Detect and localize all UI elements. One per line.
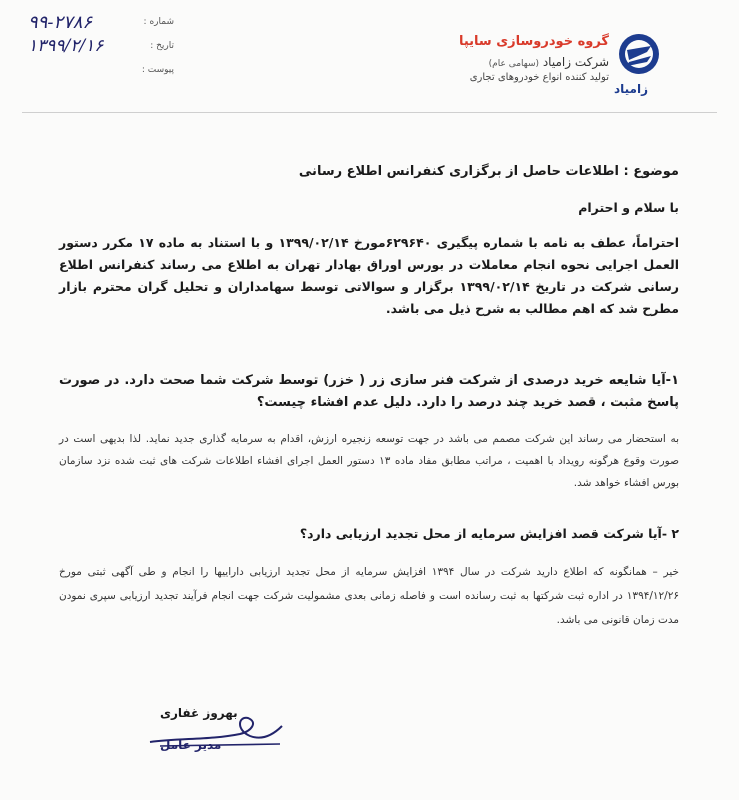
question-2: ۲ -آیا شرکت قصد افزایش سرمایه از محل تجدید ارزیابی دارد؟ <box>299 526 679 541</box>
date-value: ۱۳۹۹/۲/۱۶ <box>28 36 104 56</box>
company-block <box>369 34 609 83</box>
date-row <box>28 34 178 58</box>
header-divider <box>22 112 717 113</box>
number-label: شماره : <box>143 17 174 27</box>
attachment-label: پیوست : <box>141 65 174 75</box>
company-tagline: تولید کننده انواع خودروهای تجاری <box>469 72 609 83</box>
answer-2: خیر – همانگونه که اطلاع دارید شرکت در سال ۱۳۹۴ افزایش سرمایه از محل تجدید ارزیابی داراییها را انجام و طی آگهی ثبتی مورخ ۱۳۹۴/۱۲/۲۶ در اداره ثبت شرکتها به ثبت رسانده است و فاصله زمانی بعدی مشمولیت شرکت جهت انجام فرآیند تجدید ارزیابی سپری نمودن مدت زمان قانونی می باشد. <box>59 566 679 626</box>
company-group: گروه خودروسازی سایپا <box>458 34 609 49</box>
number-value: ۹۹-۲۷۸۶ <box>28 11 93 33</box>
answer-1: به استحضار می رساند این شرکت مصمم می باشد در جهت توسعه زنجیره ارزش، اقدام به سرمایه گذاری جدید نماید. لذا بدیهی است در صورت وقوع هرگونه رویداد با اهمیت ، مراتب مطابق مفاد ماده ۱۳ دستور العمل اجرای افشاء اطلاعات شرکت های ثبت شده نزد سازمان بورس افشاء خواهد شد. <box>59 433 680 489</box>
attachment-row <box>28 58 178 82</box>
company-name: شرکت زامیاد <box>542 55 609 69</box>
company-name-line <box>369 55 609 69</box>
letter-header-fields <box>28 10 178 82</box>
question-1: ۱-آیا شایعه خرید درصدی از شرکت فنر سازی زر ( خزر) توسط شرکت شما صحت دارد. در صورت پاسخ مثبت ، قصد خرید چند درصد را دارد. دلیل عدم افشاء چیست؟ <box>59 373 679 410</box>
letter-greeting: با سلام و احترام <box>578 200 679 215</box>
number-row <box>28 10 178 34</box>
logo-text: زامیاد <box>613 82 648 96</box>
company-type: (سهامی عام) <box>488 59 539 69</box>
letter-intro: احتراماً، عطف به نامه با شماره پیگیری ۶۲۹۶۴۰مورخ ۱۳۹۹/۰۲/۱۴ و با استناد به ماده ۱۷ مکرر دستور العمل اجرایی نحوه انجام معاملات در بورس اوراق بهادار تهران به اطلاع می رساند کنفرانس اطلاع رسانی شرکت در تاریخ ۱۳۹۹/۰۲/۱۴ برگزار و سوالاتی توسط سهامداران و تحلیل گران محترم بازار مطرح شد که اهم مطالب به شرح ذیل می باشد. <box>59 235 679 316</box>
date-label: تاریخ : <box>150 41 174 51</box>
signatory-title: مدیر عامل <box>160 738 222 752</box>
signatory-name: بهروز غفاری <box>160 706 238 720</box>
letter-subject: موضوع : اطلاعات حاصل از برگزاری کنفرانس اطلاع رسانی <box>298 164 679 179</box>
